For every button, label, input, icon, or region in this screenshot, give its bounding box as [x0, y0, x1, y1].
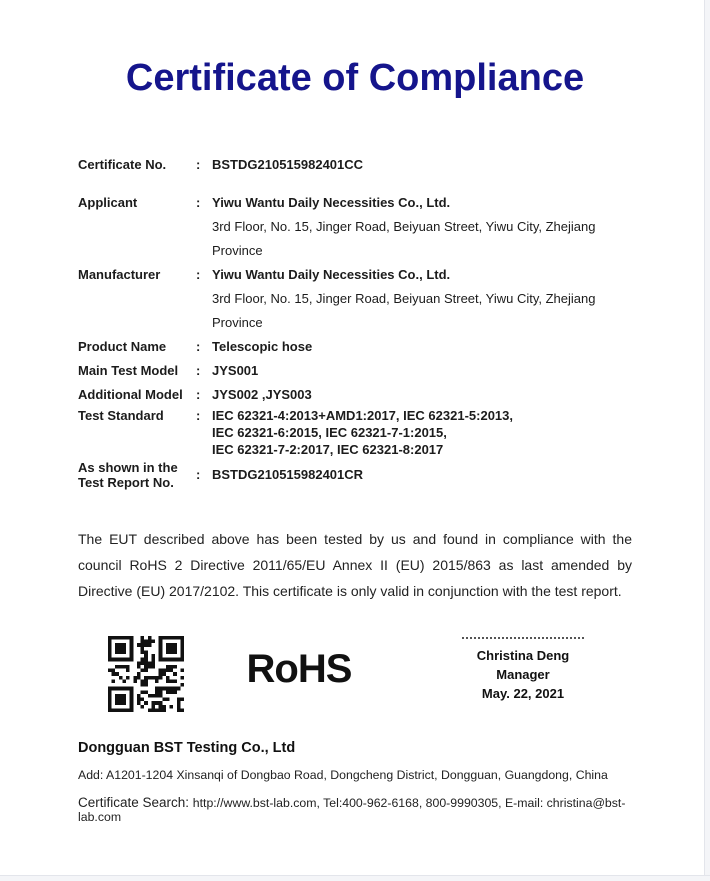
- product-name: Telescopic hose: [212, 339, 313, 354]
- field-label: Certificate No.: [78, 157, 167, 172]
- certificate-search-email[interactable]: christina@bst-lab.com: [78, 796, 626, 824]
- qr-code-icon: [108, 635, 184, 713]
- field-label: Test Standard: [78, 408, 164, 423]
- compliance-statement: The EUT described above has been tested by us and found in compliance with the council RoHS 2 Directive 2011/65/EU Annex II (EU) 2015/863 as last amended by Directive (EU) 2017/2102. This certificate is only valid in conjunction with the test report.: [78, 531, 632, 599]
- field-label: Applicant: [78, 195, 138, 210]
- field-row-additional-model: [78, 383, 632, 407]
- test-standard-line1: IEC 62321-4:2013+AMD1:2017, IEC 62321-5:2013,: [212, 408, 513, 423]
- rohs-logo: RoHS: [246, 647, 352, 691]
- field-label: Main Test Model: [78, 363, 179, 378]
- manufacturer-address-line1: 3rd Floor, No. 15, Jinger Road, Beiyuan Street, Yiwu City, Zhejiang: [212, 291, 596, 306]
- test-report-number: BSTDG210515982401CR: [212, 467, 364, 482]
- field-row-product-name: [78, 335, 632, 359]
- field-colon: :: [196, 467, 201, 482]
- signature-dotted-line: [462, 637, 584, 639]
- signatory-title: Manager: [496, 667, 550, 682]
- field-row-certificate-no: [78, 153, 632, 177]
- signature-block: [428, 635, 618, 703]
- page-edge-right: [704, 0, 710, 881]
- field-label-line1: As shown in the: [78, 460, 178, 475]
- field-colon: :: [196, 387, 201, 402]
- certificate-fields: [78, 153, 632, 490]
- field-colon: :: [196, 267, 201, 282]
- field-row-manufacturer: [78, 263, 632, 335]
- test-standard-line3: IEC 62321-7-2:2017, IEC 62321-8:2017: [212, 442, 444, 457]
- field-row-main-test-model: [78, 359, 632, 383]
- field-colon: :: [196, 363, 201, 378]
- certificate-search-label: Certificate Search:: [78, 795, 193, 810]
- applicant-name: Yiwu Wantu Daily Necessities Co., Ltd.: [212, 195, 451, 210]
- field-label: Manufacturer: [78, 267, 161, 282]
- page-title: Certificate of Compliance: [125, 57, 585, 99]
- field-row-test-report-no: [78, 460, 632, 490]
- page-edge-bottom: [0, 875, 710, 881]
- field-row-test-standard: [78, 407, 632, 458]
- additional-model: JYS002 ,JYS003: [212, 387, 312, 402]
- test-standard-line2: IEC 62321-6:2015, IEC 62321-7-1:2015,: [212, 425, 447, 440]
- main-test-model: JYS001: [212, 363, 259, 378]
- applicant-address-line2: Province: [212, 243, 263, 258]
- certificate-search-line: [78, 795, 632, 824]
- field-colon: :: [196, 195, 201, 210]
- lab-address: Add: A1201-1204 Xinsanqi of Dongbao Road, Dongcheng District, Dongguan, Guangdong, China: [78, 768, 608, 782]
- field-colon: :: [196, 339, 201, 354]
- certificate-search-contact: , Tel:400-962-6168, 800-9990305, E-mail:: [316, 796, 547, 810]
- issue-date: May. 22, 2021: [481, 686, 565, 701]
- seal-row: [78, 635, 632, 717]
- manufacturer-address-line2: Province: [212, 315, 263, 330]
- lab-company-name: Dongguan BST Testing Co., Ltd: [78, 740, 296, 756]
- applicant-address-line1: 3rd Floor, No. 15, Jinger Road, Beiyuan Street, Yiwu City, Zhejiang: [212, 219, 596, 234]
- field-colon: :: [196, 157, 201, 172]
- manufacturer-name: Yiwu Wantu Daily Necessities Co., Ltd.: [212, 267, 451, 282]
- field-label-line2: Test Report No.: [78, 475, 174, 490]
- field-label: [78, 460, 196, 490]
- footer: [78, 740, 632, 824]
- field-label: Product Name: [78, 339, 167, 354]
- field-row-applicant: [78, 191, 632, 263]
- certificate-number: BSTDG210515982401CC: [212, 157, 364, 172]
- field-label: Additional Model: [78, 387, 183, 402]
- field-colon: :: [196, 408, 201, 423]
- certificate-search-url[interactable]: http://www.bst-lab.com: [192, 796, 317, 810]
- signatory-name: Christina Deng: [476, 648, 570, 663]
